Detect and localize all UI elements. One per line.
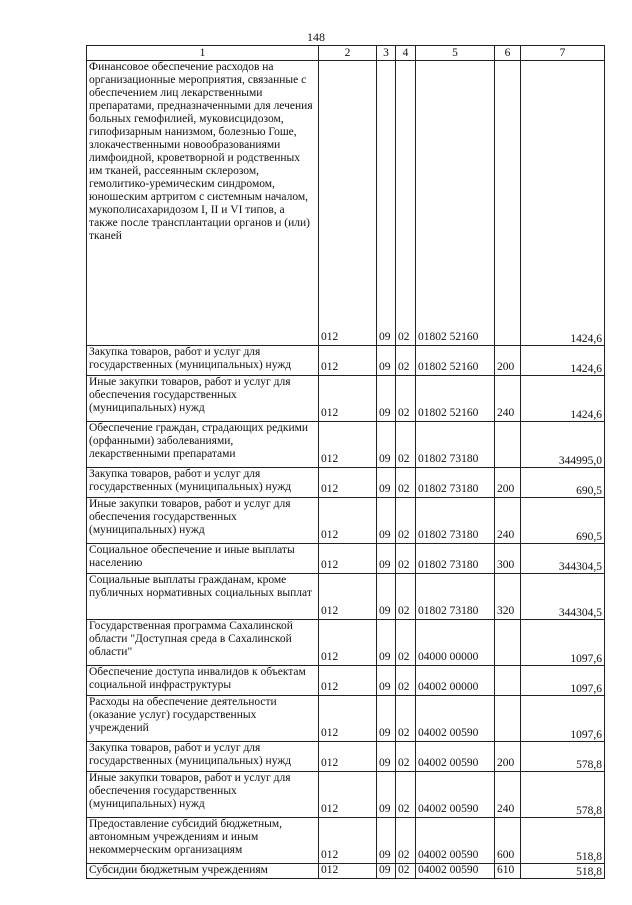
row-name-cell: Иные закупки товаров, работ и услуг для обеспечения государственных (муниципальных) нужд: [87, 498, 319, 544]
row-amount-cell: [521, 346, 605, 376]
row-subsection-cell: 02: [396, 468, 416, 498]
row-subsection-cell: 02: [396, 818, 416, 864]
row-subsection-cell: 02: [396, 864, 416, 879]
row-admin-code-cell: 012: [319, 818, 377, 864]
table-row: [87, 346, 605, 376]
row-subsection-cell: 02: [396, 742, 416, 772]
amount-value: 518,8: [576, 866, 602, 878]
header-col-6: 6: [495, 46, 521, 61]
table-row: [87, 818, 605, 864]
header-col-2: 2: [319, 46, 377, 61]
row-section-cell: 09: [377, 864, 396, 879]
amount-value: 1424,6: [570, 363, 602, 375]
amount-value: 578,8: [576, 805, 602, 817]
row-amount-cell: [521, 742, 605, 772]
row-amount-cell: [521, 498, 605, 544]
row-expense-type-cell: 610: [495, 864, 521, 879]
amount-value: 344304,5: [558, 561, 602, 573]
row-expense-type-cell: [495, 666, 521, 696]
header-col-4: 4: [396, 46, 416, 61]
row-target-article-cell: 01802 73180: [416, 574, 495, 620]
table-header: [87, 46, 605, 61]
row-section-cell: 09: [377, 468, 396, 498]
amount-value: 578,8: [576, 759, 602, 771]
row-target-article-cell: 04002 00590: [416, 696, 495, 742]
amount-value: 1097,6: [570, 653, 602, 665]
row-subsection-cell: 02: [396, 346, 416, 376]
table-row: [87, 574, 605, 620]
row-name-cell: Социальное обеспечение и иные выплаты населению: [87, 544, 319, 574]
row-admin-code-cell: 012: [319, 864, 377, 879]
row-target-article-cell: 04002 00590: [416, 818, 495, 864]
row-section-cell: 09: [377, 574, 396, 620]
row-target-article-cell: 01802 52160: [416, 346, 495, 376]
row-section-cell: 09: [377, 376, 396, 422]
amount-value: 690,5: [576, 531, 602, 543]
row-amount-cell: [521, 468, 605, 498]
row-target-article-cell: 01802 52160: [416, 376, 495, 422]
row-target-article-cell: 01802 73180: [416, 422, 495, 468]
row-subsection-cell: 02: [396, 620, 416, 666]
row-name-cell: Расходы на обеспечение деятельности (оказание услуг) государственных учреждений: [87, 696, 319, 742]
row-section-cell: 09: [377, 696, 396, 742]
row-admin-code-cell: 012: [319, 468, 377, 498]
row-expense-type-cell: 600: [495, 818, 521, 864]
row-admin-code-cell: 012: [319, 498, 377, 544]
row-name-cell: Иные закупки товаров, работ и услуг для обеспечения государственных (муниципальных) нужд: [87, 772, 319, 818]
row-name-cell: Финансовое обеспечение расходов на организационные мероприятия, связанные с обеспечением лиц лекарственными препаратами, предназначенными для лечения больных гемофилией, муковисцидозом, гипофизарным нанизмом, болезнью Гоше, злокачественными новообразованиями лимфоидной, кроветворной и родственных им тканей, рассеянным склерозом, гемолитико-уремическим синдромом, юношеским артритом с системным началом, мукополисахаридозом I, II и VI типов, а также после трансплантации органов и (или) тканей: [87, 61, 319, 346]
table-row: [87, 772, 605, 818]
amount-value: 1097,6: [570, 683, 602, 695]
row-amount-cell: [521, 666, 605, 696]
row-admin-code-cell: 012: [319, 620, 377, 666]
row-subsection-cell: 02: [396, 772, 416, 818]
table-body: [87, 61, 605, 879]
row-target-article-cell: 01802 73180: [416, 544, 495, 574]
row-section-cell: 09: [377, 61, 396, 346]
row-target-article-cell: 01802 73180: [416, 498, 495, 544]
row-expense-type-cell: 200: [495, 468, 521, 498]
row-admin-code-cell: 012: [319, 666, 377, 696]
row-subsection-cell: 02: [396, 61, 416, 346]
header-col-1: 1: [87, 46, 319, 61]
amount-value: 344995,0: [558, 455, 602, 467]
row-name-cell: Социальные выплаты гражданам, кроме публичных нормативных социальных выплат: [87, 574, 319, 620]
row-name-cell: Обеспечение доступа инвалидов к объектам социальной инфраструктуры: [87, 666, 319, 696]
table-row: [87, 666, 605, 696]
row-expense-type-cell: 300: [495, 544, 521, 574]
row-subsection-cell: 02: [396, 574, 416, 620]
row-amount-cell: [521, 574, 605, 620]
row-name-cell: Субсидии бюджетным учреждениям: [87, 864, 319, 879]
row-name-cell: Государственная программа Сахалинской области "Доступная среда в Сахалинской области": [87, 620, 319, 666]
table-row: [87, 696, 605, 742]
row-subsection-cell: 02: [396, 544, 416, 574]
row-amount-cell: [521, 422, 605, 468]
row-expense-type-cell: [495, 422, 521, 468]
row-admin-code-cell: 012: [319, 422, 377, 468]
amount-value: 1424,6: [570, 333, 602, 345]
amount-value: 518,8: [576, 851, 602, 863]
row-expense-type-cell: 200: [495, 346, 521, 376]
row-name-cell: Закупка товаров, работ и услуг для государственных (муниципальных) нужд: [87, 468, 319, 498]
row-name-cell: Иные закупки товаров, работ и услуг для обеспечения государственных (муниципальных) нужд: [87, 376, 319, 422]
row-section-cell: 09: [377, 620, 396, 666]
amount-value: 344304,5: [558, 607, 602, 619]
row-expense-type-cell: 240: [495, 376, 521, 422]
row-admin-code-cell: 012: [319, 346, 377, 376]
row-amount-cell: [521, 818, 605, 864]
row-subsection-cell: 02: [396, 422, 416, 468]
header-col-3: 3: [377, 46, 396, 61]
row-name-cell: Предоставление субсидий бюджетным, автономным учреждениям и иным некоммерческим организациям: [87, 818, 319, 864]
row-target-article-cell: 04002 00590: [416, 864, 495, 879]
table-row: [87, 864, 605, 879]
row-expense-type-cell: 320: [495, 574, 521, 620]
amount-value: 690,5: [576, 485, 602, 497]
table-row: [87, 61, 605, 346]
header-col-5: 5: [416, 46, 495, 61]
table-row: [87, 422, 605, 468]
row-amount-cell: [521, 61, 605, 346]
row-subsection-cell: 02: [396, 666, 416, 696]
row-admin-code-cell: 012: [319, 574, 377, 620]
row-target-article-cell: 01802 52160: [416, 61, 495, 346]
row-admin-code-cell: 012: [319, 61, 377, 346]
row-name-cell: Обеспечение граждан, страдающих редкими (орфанными) заболеваниями, лекарственными препаратами: [87, 422, 319, 468]
table-row: [87, 376, 605, 422]
header-col-7: 7: [521, 46, 605, 61]
row-section-cell: 09: [377, 772, 396, 818]
page-number: 148: [307, 30, 325, 44]
row-section-cell: 09: [377, 666, 396, 696]
row-admin-code-cell: 012: [319, 376, 377, 422]
table-row: [87, 498, 605, 544]
row-amount-cell: [521, 696, 605, 742]
row-section-cell: 09: [377, 544, 396, 574]
row-name-cell: Закупка товаров, работ и услуг для государственных (муниципальных) нужд: [87, 346, 319, 376]
row-admin-code-cell: 012: [319, 696, 377, 742]
row-section-cell: 09: [377, 498, 396, 544]
row-expense-type-cell: 240: [495, 498, 521, 544]
row-expense-type-cell: [495, 61, 521, 346]
row-amount-cell: [521, 376, 605, 422]
row-subsection-cell: 02: [396, 498, 416, 544]
table-row: [87, 544, 605, 574]
row-section-cell: 09: [377, 346, 396, 376]
row-expense-type-cell: 240: [495, 772, 521, 818]
row-subsection-cell: 02: [396, 696, 416, 742]
row-amount-cell: [521, 544, 605, 574]
row-section-cell: 09: [377, 742, 396, 772]
table-row: [87, 468, 605, 498]
budget-table: [86, 45, 605, 879]
row-expense-type-cell: 200: [495, 742, 521, 772]
row-amount-cell: [521, 620, 605, 666]
table-row: [87, 742, 605, 772]
row-section-cell: 09: [377, 422, 396, 468]
row-admin-code-cell: 012: [319, 544, 377, 574]
row-amount-cell: [521, 864, 605, 879]
row-name-cell: Закупка товаров, работ и услуг для государственных (муниципальных) нужд: [87, 742, 319, 772]
row-admin-code-cell: 012: [319, 772, 377, 818]
amount-value: 1097,6: [570, 729, 602, 741]
row-expense-type-cell: [495, 620, 521, 666]
row-section-cell: 09: [377, 818, 396, 864]
row-target-article-cell: 01802 73180: [416, 468, 495, 498]
row-amount-cell: [521, 772, 605, 818]
row-admin-code-cell: 012: [319, 742, 377, 772]
table-row: [87, 620, 605, 666]
row-target-article-cell: 04000 00000: [416, 620, 495, 666]
row-target-article-cell: 04002 00000: [416, 666, 495, 696]
row-target-article-cell: 04002 00590: [416, 772, 495, 818]
row-subsection-cell: 02: [396, 376, 416, 422]
row-expense-type-cell: [495, 696, 521, 742]
row-target-article-cell: 04002 00590: [416, 742, 495, 772]
amount-value: 1424,6: [570, 409, 602, 421]
